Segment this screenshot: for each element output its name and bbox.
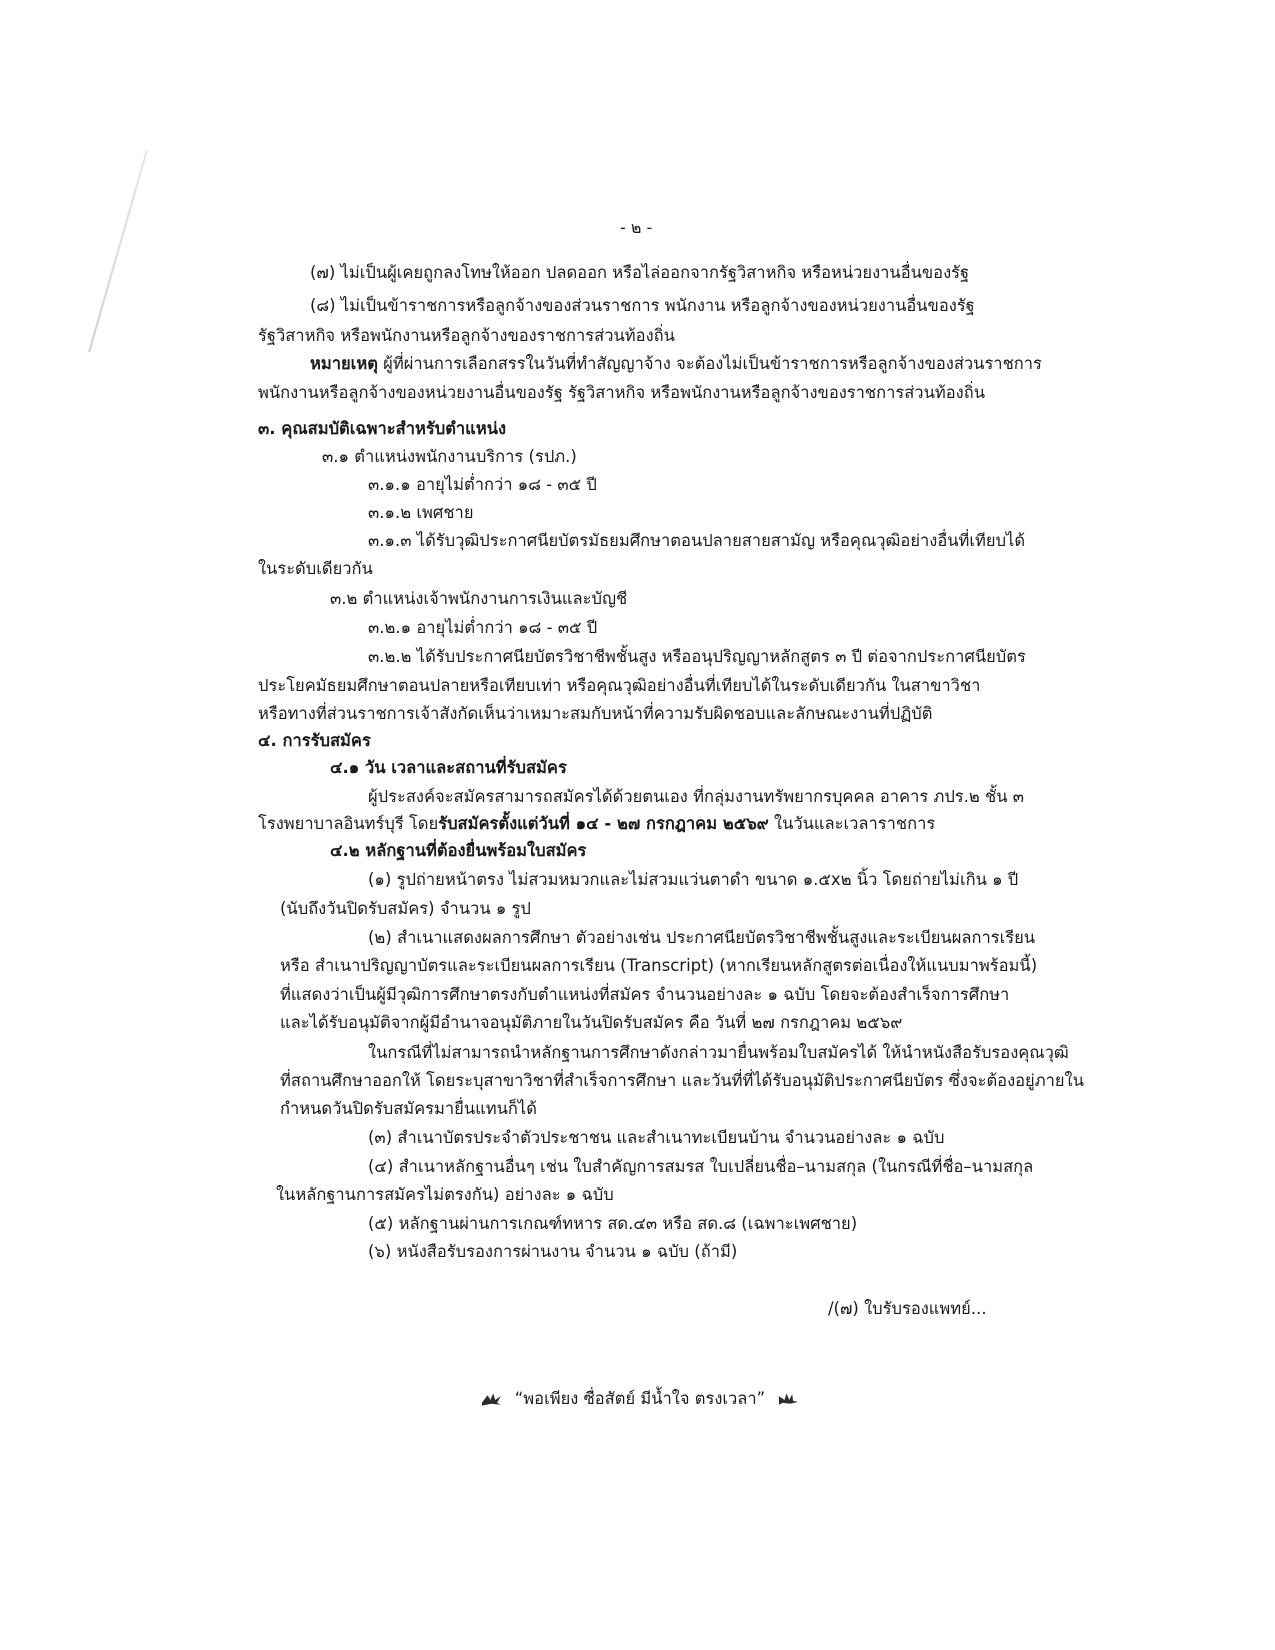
doc-item-2-note-cont-2: กำหนดวันปิดรับสมัครมายื่นแทนก็ได้: [280, 1099, 537, 1118]
note-label: หมายเหตุ: [310, 354, 378, 373]
note-text: ผู้ที่ผ่านการเลือกสรรในวันที่ทำสัญญาจ้าง จะต้องไม่เป็นข้าราชการหรือลูกจ้างของส่วนราชการ: [383, 354, 1042, 373]
flower-ornament-icon: [480, 1391, 503, 1407]
application-dates: [258, 813, 935, 835]
doc-item-5: (๕) หลักฐานผ่านการเกณฑ์ทหาร สด.๔๓ หรือ สด.๘ (เฉพาะเพศชาย): [368, 1214, 858, 1233]
section-4-1-heading: ๔.๑ วัน เวลาและสถานที่รับสมัคร: [330, 758, 567, 777]
doc-item-1: (๑) รูปถ่ายหน้าตรง ไม่สวมหมวกและไม่สวมแว่นตาดำ ขนาด ๑.๕x๒ นิ้ว โดยถ่ายไม่เกิน ๑ ปี: [368, 870, 1019, 889]
page-number: - ๒ -: [620, 218, 653, 237]
item-3-1-2: ๓.๑.๒ เพศชาย: [368, 503, 474, 522]
doc-item-1-cont: (นับถึงวันปิดรับสมัคร) จำนวน ๑ รูป: [280, 899, 531, 918]
item-3-2-2-cont-1: ประโยคมัธยมศึกษาตอนปลายหรือเทียบเท่า หรือคุณวุฒิอย่างอื่นที่เทียบได้ในระดับเดียวกัน ในสาขาวิชา: [258, 676, 981, 695]
doc-item-4: (๔) สำเนาหลักฐานอื่นๆ เช่น ใบสำคัญการสมรส ใบเปลี่ยนชื่อ–นามสกุล (ในกรณีที่ชื่อ–นามสกุล: [368, 1157, 1034, 1176]
item-8-cont: รัฐวิสาหกิจ หรือพนักงานหรือลูกจ้างของราชการส่วนท้องถิ่น: [258, 326, 675, 345]
flower-ornament-icon: [777, 1391, 800, 1407]
item-3-2-2: ๓.๒.๒ ได้รับประกาศนียบัตรวิชาชีพชั้นสูง หรืออนุปริญญาหลักสูตร ๓ ปี ต่อจากประกาศนียบัตร: [368, 647, 1026, 666]
section-3-heading: ๓. คุณสมบัติเฉพาะสำหรับตำแหน่ง: [258, 419, 507, 438]
item-3-1-3-cont: ในระดับเดียวกัน: [258, 559, 373, 578]
item-3-2-2-cont-2: หรือทางที่ส่วนราชการเจ้าสังกัดเห็นว่าเหมาะสมกับหน้าที่ความรับผิดชอบและลักษณะงานที่ปฏิบัติ: [258, 704, 933, 723]
doc-item-2-note-cont-1: ที่สถานศึกษาออกให้ โดยระบุสาขาวิชาที่สำเร็จการศึกษา และวันที่ที่ได้รับอนุมัติประกาศนียบัตร ซึ่งจะต้องอยู่ภายใน: [280, 1071, 1084, 1090]
scan-artifact-line: [88, 150, 148, 352]
application-dates-range: รับสมัครตั้งแต่วันที่ ๑๔ - ๒๗ กรกฎาคม ๒๕๖๙: [438, 814, 769, 833]
doc-item-2-note: ในกรณีที่ไม่สามารถนำหลักฐานการศึกษาดังกล่าวมายื่นพร้อมใบสมัครได้ ให้นำหนังสือรับรองคุณวุฒิ: [368, 1043, 1069, 1062]
motto-text: “พอเพียง ซื่อสัตย์ มีน้ำใจ ตรงเวลา”: [514, 1389, 766, 1408]
application-dates-suffix: ในวันและเวลาราชการ: [768, 814, 936, 833]
item-3-2-1: ๓.๒.๑ อายุไม่ต่ำกว่า ๑๘ - ๓๕ ปี: [368, 618, 598, 637]
doc-item-2: (๒) สำเนาแสดงผลการศึกษา ตัวอย่างเช่น ประกาศนียบัตรวิชาชีพชั้นสูงและระเบียนผลการเรียน: [368, 928, 1036, 947]
doc-item-3: (๓) สำเนาบัตรประจำตัวประชาชน และสำเนาทะเบียนบ้าน จำนวนอย่างละ ๑ ฉบับ: [368, 1128, 945, 1147]
item-8: (๘) ไม่เป็นข้าราชการหรือลูกจ้างของส่วนราชการ พนักงาน หรือลูกจ้างของหน่วยงานอื่นของรัฐ: [310, 296, 975, 315]
item-3-2: ๓.๒ ตำแหน่งเจ้าพนักงานการเงินและบัญชี: [330, 589, 628, 608]
doc-item-2-cont-1: หรือ สำเนาปริญญาบัตรและระเบียนผลการเรียน (Transcript) (หากเรียนหลักสูตรต่อเนื่องให้แนบมาพร้อมนี้): [280, 956, 1038, 975]
note-cont: พนักงานหรือลูกจ้างของหน่วยงานอื่นของรัฐ รัฐวิสาหกิจ หรือพนักงานหรือลูกจ้างของราชการส่วนท้องถิ่น: [258, 383, 985, 402]
item-7: (๗) ไม่เป็นผู้เคยถูกลงโทษให้ออก ปลดออก หรือไล่ออกจากรัฐวิสาหกิจ หรือหน่วยงานอื่นของรัฐ: [310, 263, 970, 282]
continued-marker: /(๗) ใบรับรองแพทย์...: [828, 1299, 987, 1318]
section-4-2-heading: ๔.๒ หลักฐานที่ต้องยื่นพร้อมใบสมัคร: [330, 841, 587, 860]
doc-item-4-cont: ในหลักฐานการสมัครไม่ตรงกัน) อย่างละ ๑ ฉบับ: [276, 1185, 614, 1204]
doc-item-2-cont-2: ที่แสดงว่าเป็นผู้มีวุฒิการศึกษาตรงกับตำแหน่งที่สมัคร จำนวนอย่างละ ๑ ฉบับ โดยจะต้องสำเร็จการศึกษา: [280, 985, 1010, 1004]
item-3-1-3: ๓.๑.๓ ได้รับวุฒิประกาศนียบัตรมัธยมศึกษาตอนปลายสายสามัญ หรือคุณวุฒิอย่างอื่นที่เทียบได้: [368, 531, 1026, 550]
note-paragraph: [310, 353, 1042, 375]
application-place: ผู้ประสงค์จะสมัครสามารถสมัครได้ด้วยตนเอง ที่กลุ่มงานทรัพยากรบุคคล อาคาร ภปร.๒ ชั้น ๓: [368, 787, 1025, 806]
item-3-1-1: ๓.๑.๑ อายุไม่ต่ำกว่า ๑๘ - ๓๕ ปี: [368, 475, 597, 494]
doc-item-2-cont-3: และได้รับอนุมัติจากผู้มีอำนาจอนุมัติภายในวันปิดรับสมัคร คือ วันที่ ๒๗ กรกฎาคม ๒๕๖๙: [280, 1013, 903, 1032]
footer-motto: [480, 1384, 800, 1414]
application-dates-prefix: โรงพยาบาลอินทร์บุรี โดย: [258, 814, 439, 833]
section-4-heading: ๔. การรับสมัคร: [258, 731, 371, 750]
item-3-1: ๓.๑ ตำแหน่งพนักงานบริการ (รปภ.): [322, 447, 577, 466]
doc-item-6: (๖) หนังสือรับรองการผ่านงาน จำนวน ๑ ฉบับ (ถ้ามี): [368, 1242, 738, 1261]
